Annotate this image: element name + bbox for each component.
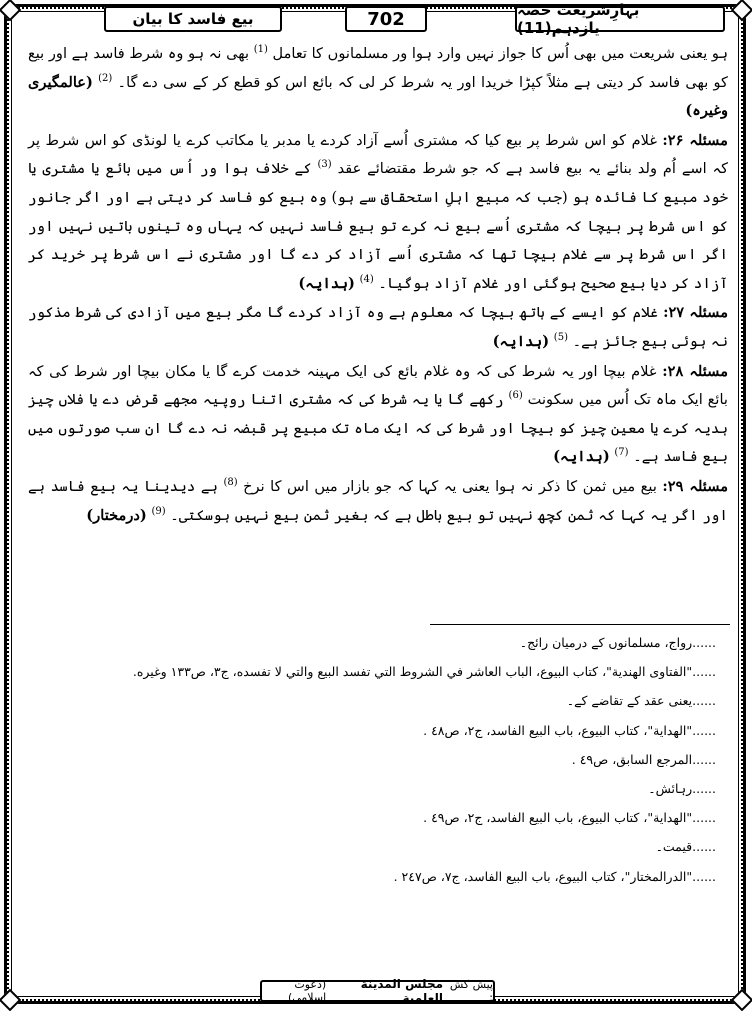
paragraph-text: بھی نہ ہو وہ شرط فاسد ہے اور بیع کو بھی فاسد کر دیتی ہے مثلاً کپڑا خریدا اور یہ شرط کر لی کہ بائع اس کو قطع کر کے سی دے گا۔	[28, 45, 728, 91]
paragraph	[28, 40, 728, 126]
footnote-marker: (6)	[508, 390, 523, 402]
reference: (عالمگیری وغیرہ)	[28, 73, 728, 120]
footnote: ......"الدرالمختار"، كتاب البيوع، باب البيع الفاسد، ج٧، ص٢٤٧ .	[393, 868, 716, 884]
footnote: ......یعنی عقد کے تقاضے کے۔	[566, 693, 716, 709]
footnote: ......رواج، مسلمانوں کے درمیان رائج۔	[519, 635, 716, 650]
page-number: 702	[345, 6, 427, 32]
main-text	[28, 40, 728, 531]
paragraph-text: غلام کو ایسے کے ہاتھ بیچا کہ معلوم ہے وہ آزاد کردے گا مگر بیع میں آزادی کی شرط مذکور نہ ہوئی بیع جائز ہے۔	[28, 304, 728, 350]
chapter-title: بیع فاسد کا بیان	[104, 6, 282, 32]
paragraph-text: غلام کو اس شرط پر بیع کیا کہ مشتری اُسے آزاد کردے یا مدبر یا مکاتب کرے یا لونڈی کو اس شرط پر کہ اسے اُم ولد بنائے یہ بیع فاسد ہے کہ جو شرط مقتضائے عقد	[28, 131, 729, 178]
paragraph	[28, 299, 728, 356]
page-footer	[260, 977, 495, 1005]
footnote: ......قیمت۔	[655, 839, 716, 855]
footnote-marker: (7)	[614, 447, 629, 459]
footnote-marker: (9)	[151, 505, 166, 517]
reference: (ہدایہ)	[553, 448, 610, 466]
footer-organization: مجلس المدينة العلمية	[360, 977, 444, 1005]
footnote-divider	[430, 624, 730, 625]
footnote: ......"الفتاوی الهندية"، كتاب البيوع، الباب العاشر في الشروط التي تفسد البيع والتي لا تفسده، ج٣، ص١٣٣ وغيره.	[132, 664, 716, 680]
footer-prefix: پیش کش :	[449, 978, 493, 1004]
reference: (درمختار)	[86, 506, 147, 524]
masala-label: مسئلہ ۲۹:	[662, 477, 729, 495]
footnote: ......رہائش۔	[648, 780, 716, 796]
footnote: ......"الهداية"، كتاب البيوع، باب البيع الفاسد، ج٢، ص٤٩ .	[423, 810, 716, 826]
paragraph-text: ہو یعنی شریعت میں بھی اُس کا جواز نہیں وارد ہوا ور مسلمانوں کا تعامل	[272, 45, 729, 62]
paragraph-text: کے خلاف ہوا ور اُس میں بائع یا مشتری یا خود مبیع کا فائدہ ہو (جب کہ مبیع اہلِ استحقاق سے ہو) وہ بیع کو فاسد کر دیتی ہے اور اگر جانور کو اس شرط پر بیچا کہ مشتری اُسے بیع نہ کرے تو بیع فاسد نہیں کہ یہاں وہ تینوں باتیں نہیں اور اگر اس شرط پر سے غلام بیچا تھا کہ مشتری اُسے آزاد کر دے گا اور مشتری نے اس شرط پر خرید کر آزاد کر دیا بیع صحیح ہوگئی اور غلام آزاد ہوگیا۔	[28, 160, 728, 292]
masala-label: مسئلہ ۲۷:	[663, 304, 729, 322]
masala-label: مسئلہ ۲۶:	[662, 131, 728, 149]
footnote-marker: (5)	[553, 332, 568, 344]
paragraph-text: رکھے گا یا یہ شرط کی کہ مشتری اتنا روپیہ مجھے قرض دے یا فلاں چیز ہدیہ کرے یا معین چیز کو بیچا اور شرط کی کہ ایک ماہ تک مبیع پر قبضہ نہ دے گا ان سب صورتوں میں بیع فاسد ہے۔	[28, 391, 728, 466]
paragraph-text: ہے دیدینا یہ بیع فاسد ہے اور اگر یہ کہا کہ ثمن کچھ نہیں تو بیع باطل ہے کہ بغیر ثمن بیع نہیں ہوسکتی۔	[28, 477, 728, 524]
footnote-marker: (8)	[223, 477, 238, 489]
footnotes	[30, 628, 720, 891]
footer-suffix: (دعوت اسلامی)	[287, 978, 327, 1004]
footnote-marker: (3)	[317, 159, 332, 171]
footnote-marker: (1)	[253, 44, 268, 56]
book-title: بہارِشریعت حصہ یازدہم(11)	[515, 6, 725, 32]
paragraph-text: بیع میں ثمن کا ذکر نہ ہوا یعنی یہ کہا کہ جو بازار میں اس کا نرخ	[243, 477, 657, 495]
footnote-marker: (2)	[98, 72, 113, 84]
footnote-marker: (4)	[359, 273, 374, 285]
page-header	[20, 1, 732, 37]
reference: (ہدایہ)	[298, 274, 355, 292]
paragraph	[28, 127, 728, 299]
reference: (ہدایہ)	[492, 332, 550, 350]
masala-label: مسئلہ ۲۸:	[662, 362, 729, 380]
footnote: ......المرجع السابق، ص٤٩ .	[571, 751, 716, 767]
footnote: ......"الهداية"، كتاب البيوع، باب البيع الفاسد، ج٢، ص٤٨ .	[423, 722, 716, 738]
paragraph-text: غلام بیچا اور یہ شرط کی کہ وہ غلام بائع کی ایک مہینہ خدمت کرے گا یا مکان بیچا اور شرط کی کہ بائع ایک ماہ تک اُس میں سکونت	[28, 362, 728, 409]
paragraph	[28, 473, 728, 530]
paragraph	[28, 358, 728, 472]
